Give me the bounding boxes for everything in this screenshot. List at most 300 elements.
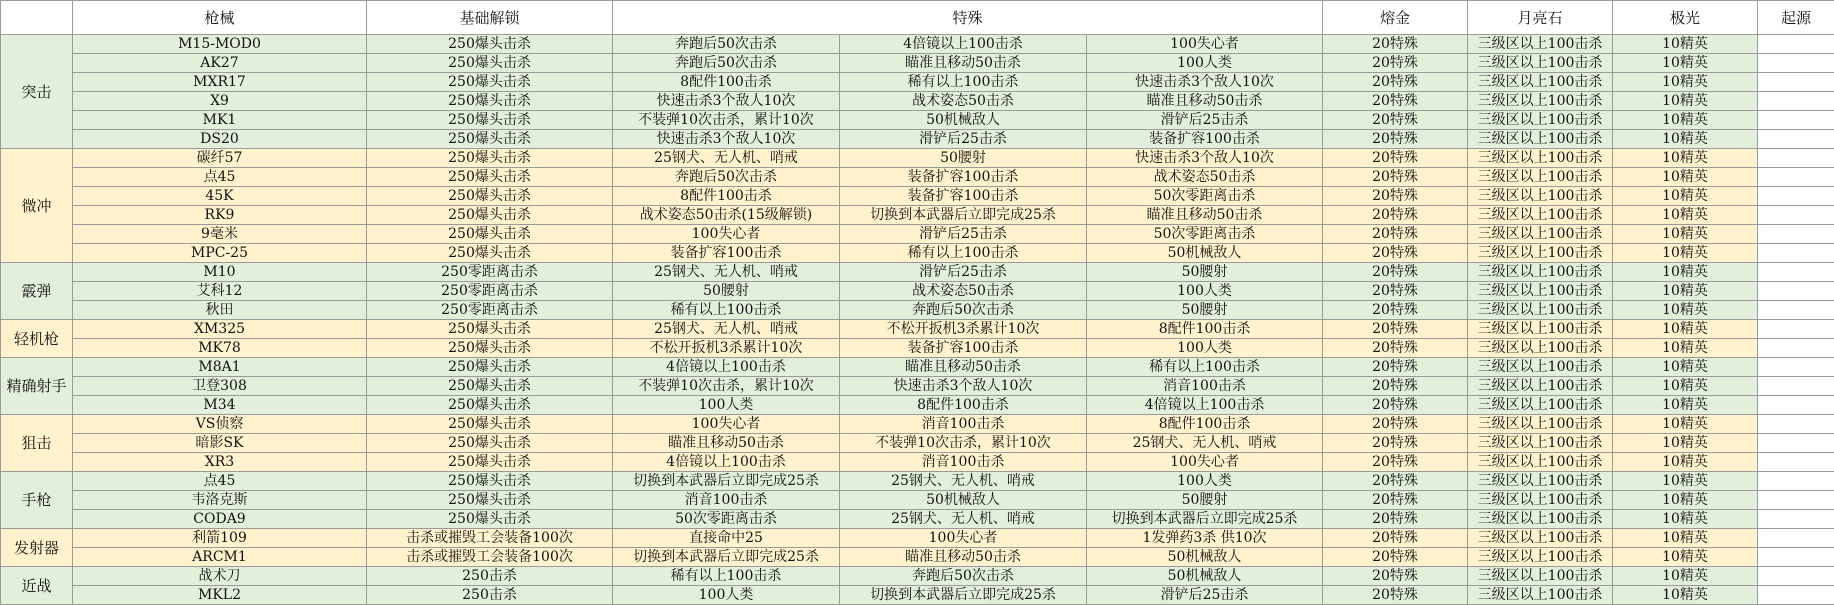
origin-cell[interactable]: [1758, 472, 1834, 491]
gold-cell[interactable]: 20特殊: [1323, 320, 1468, 339]
special-2-cell[interactable]: 滑铲后25击杀: [840, 130, 1087, 149]
weapon-name-cell[interactable]: RK9: [73, 206, 367, 225]
gold-cell[interactable]: 20特殊: [1323, 358, 1468, 377]
special-2-cell[interactable]: 50机械敌人: [840, 111, 1087, 130]
special-1-cell[interactable]: 直接命中25: [613, 529, 840, 548]
moonstone-cell[interactable]: 三级区以上100击杀: [1468, 510, 1613, 529]
origin-cell[interactable]: [1758, 54, 1834, 73]
aurora-cell[interactable]: 10精英: [1613, 168, 1758, 187]
weapon-name-cell[interactable]: M8A1: [73, 358, 367, 377]
gold-cell[interactable]: 20特殊: [1323, 244, 1468, 263]
special-1-cell[interactable]: 切换到本武器后立即完成25杀: [613, 548, 840, 567]
special-3-cell[interactable]: 4倍镜以上100击杀: [1087, 396, 1323, 415]
header-weapon[interactable]: 枪械: [73, 1, 367, 35]
special-2-cell[interactable]: 装备扩容100击杀: [840, 339, 1087, 358]
table-row: [1, 244, 1834, 263]
gold-cell[interactable]: 20特殊: [1323, 567, 1468, 586]
special-2-cell[interactable]: 奔跑后50次击杀: [840, 567, 1087, 586]
moonstone-cell[interactable]: 三级区以上100击杀: [1468, 567, 1613, 586]
gold-cell[interactable]: 20特殊: [1323, 586, 1468, 605]
aurora-cell[interactable]: 10精英: [1613, 567, 1758, 586]
aurora-cell[interactable]: 10精英: [1613, 263, 1758, 282]
special-3-cell[interactable]: 1发弹药3杀 供10次: [1087, 529, 1323, 548]
aurora-cell[interactable]: 10精英: [1613, 358, 1758, 377]
origin-cell[interactable]: [1758, 567, 1834, 586]
header-origin[interactable]: 起源: [1758, 1, 1834, 35]
weapon-name-cell[interactable]: ARCM1: [73, 548, 367, 567]
special-2-cell[interactable]: 切换到本武器后立即完成25杀: [840, 586, 1087, 605]
weapon-name-cell[interactable]: MKL2: [73, 586, 367, 605]
moonstone-cell[interactable]: 三级区以上100击杀: [1468, 548, 1613, 567]
special-1-cell[interactable]: 4倍镜以上100击杀: [613, 453, 840, 472]
special-2-cell[interactable]: 消音100击杀: [840, 453, 1087, 472]
weapon-name-cell[interactable]: XM325: [73, 320, 367, 339]
weapon-name-cell[interactable]: 碳纤57: [73, 149, 367, 168]
aurora-cell[interactable]: 10精英: [1613, 586, 1758, 605]
special-1-cell[interactable]: 50腰射: [613, 282, 840, 301]
gold-cell[interactable]: 20特殊: [1323, 510, 1468, 529]
special-1-cell[interactable]: 奔跑后50次击杀: [613, 35, 840, 54]
weapon-name-cell[interactable]: 艾科12: [73, 282, 367, 301]
base-unlock-cell[interactable]: 250爆头击杀: [367, 320, 613, 339]
category-cell[interactable]: 近战: [1, 567, 73, 605]
base-unlock-cell[interactable]: 250爆头击杀: [367, 111, 613, 130]
weapon-name-cell[interactable]: MXR17: [73, 73, 367, 92]
gold-cell[interactable]: 20特殊: [1323, 35, 1468, 54]
special-1-cell[interactable]: 装备扩容100击杀: [613, 244, 840, 263]
base-unlock-cell[interactable]: 250爆头击杀: [367, 92, 613, 111]
weapon-name-cell[interactable]: 卫登308: [73, 377, 367, 396]
table-body: [1, 35, 1834, 605]
special-1-cell[interactable]: 不装弹10次击杀，累计10次: [613, 111, 840, 130]
moonstone-cell[interactable]: 三级区以上100击杀: [1468, 434, 1613, 453]
special-2-cell[interactable]: 不松开扳机3杀累计10次: [840, 320, 1087, 339]
special-2-cell[interactable]: 4倍镜以上100击杀: [840, 35, 1087, 54]
special-1-cell[interactable]: 100失心者: [613, 225, 840, 244]
moonstone-cell[interactable]: 三级区以上100击杀: [1468, 206, 1613, 225]
special-3-cell[interactable]: 切换到本武器后立即完成25杀: [1087, 510, 1323, 529]
base-unlock-cell[interactable]: 250爆头击杀: [367, 453, 613, 472]
gold-cell[interactable]: 20特殊: [1323, 301, 1468, 320]
table-row: [1, 453, 1834, 472]
special-1-cell[interactable]: 奔跑后50次击杀: [613, 168, 840, 187]
special-1-cell[interactable]: 8配件100击杀: [613, 187, 840, 206]
gold-cell[interactable]: 20特殊: [1323, 130, 1468, 149]
base-unlock-cell[interactable]: 250爆头击杀: [367, 415, 613, 434]
special-2-cell[interactable]: 稀有以上100击杀: [840, 244, 1087, 263]
base-unlock-cell[interactable]: 250爆头击杀: [367, 377, 613, 396]
special-1-cell[interactable]: 瞄准且移动50击杀: [613, 434, 840, 453]
weapon-name-cell[interactable]: 利箭109: [73, 529, 367, 548]
moonstone-cell[interactable]: 三级区以上100击杀: [1468, 472, 1613, 491]
table-row: [1, 396, 1834, 415]
special-1-cell[interactable]: 稀有以上100击杀: [613, 567, 840, 586]
weapon-name-cell[interactable]: X9: [73, 92, 367, 111]
weapon-name-cell[interactable]: M15-MOD0: [73, 35, 367, 54]
base-unlock-cell[interactable]: 250爆头击杀: [367, 396, 613, 415]
origin-cell[interactable]: [1758, 529, 1834, 548]
special-1-cell[interactable]: 100人类: [613, 396, 840, 415]
special-1-cell[interactable]: 战术姿态50击杀(15级解锁): [613, 206, 840, 225]
special-2-cell[interactable]: 奔跑后50次击杀: [840, 301, 1087, 320]
weapon-name-cell[interactable]: VS侦察: [73, 415, 367, 434]
moonstone-cell[interactable]: 三级区以上100击杀: [1468, 358, 1613, 377]
gold-cell[interactable]: 20特殊: [1323, 111, 1468, 130]
aurora-cell[interactable]: 10精英: [1613, 130, 1758, 149]
special-3-cell[interactable]: 50次零距离击杀: [1087, 187, 1323, 206]
special-2-cell[interactable]: 消音100击杀: [840, 415, 1087, 434]
origin-cell[interactable]: [1758, 453, 1834, 472]
special-1-cell[interactable]: 消音100击杀: [613, 491, 840, 510]
moonstone-cell[interactable]: 三级区以上100击杀: [1468, 491, 1613, 510]
aurora-cell[interactable]: 10精英: [1613, 35, 1758, 54]
special-1-cell[interactable]: 不装弹10次击杀，累计10次: [613, 377, 840, 396]
weapon-name-cell[interactable]: 韦洛克斯: [73, 491, 367, 510]
origin-cell[interactable]: [1758, 377, 1834, 396]
category-cell[interactable]: 微冲: [1, 149, 73, 263]
origin-cell[interactable]: [1758, 168, 1834, 187]
special-3-cell[interactable]: 50腰射: [1087, 263, 1323, 282]
moonstone-cell[interactable]: 三级区以上100击杀: [1468, 35, 1613, 54]
origin-cell[interactable]: [1758, 396, 1834, 415]
gold-cell[interactable]: 20特殊: [1323, 187, 1468, 206]
special-2-cell[interactable]: 瞄准且移动50击杀: [840, 54, 1087, 73]
aurora-cell[interactable]: 10精英: [1613, 472, 1758, 491]
base-unlock-cell[interactable]: 250爆头击杀: [367, 54, 613, 73]
special-3-cell[interactable]: 50腰射: [1087, 301, 1323, 320]
header-aurora[interactable]: 极光: [1613, 1, 1758, 35]
moonstone-cell[interactable]: 三级区以上100击杀: [1468, 130, 1613, 149]
table-row: [1, 168, 1834, 187]
special-1-cell[interactable]: 快速击杀3个敌人10次: [613, 130, 840, 149]
origin-cell[interactable]: [1758, 434, 1834, 453]
origin-cell[interactable]: [1758, 301, 1834, 320]
category-cell[interactable]: 轻机枪: [1, 320, 73, 358]
origin-cell[interactable]: [1758, 548, 1834, 567]
header-base-unlock[interactable]: 基础解锁: [367, 1, 613, 35]
base-unlock-cell[interactable]: 250爆头击杀: [367, 225, 613, 244]
gold-cell[interactable]: 20特殊: [1323, 548, 1468, 567]
special-3-cell[interactable]: 50腰射: [1087, 491, 1323, 510]
special-1-cell[interactable]: 切换到本武器后立即完成25杀: [613, 472, 840, 491]
special-3-cell[interactable]: 100人类: [1087, 282, 1323, 301]
weapon-name-cell[interactable]: 点45: [73, 472, 367, 491]
special-3-cell[interactable]: 25钢犬、无人机、哨戒: [1087, 434, 1323, 453]
base-unlock-cell[interactable]: 250爆头击杀: [367, 187, 613, 206]
header-special[interactable]: 特殊: [613, 1, 1323, 35]
aurora-cell[interactable]: 10精英: [1613, 187, 1758, 206]
special-2-cell[interactable]: 稀有以上100击杀: [840, 73, 1087, 92]
special-2-cell[interactable]: 100失心者: [840, 529, 1087, 548]
special-2-cell[interactable]: 战术姿态50击杀: [840, 282, 1087, 301]
special-3-cell[interactable]: 50机械敌人: [1087, 548, 1323, 567]
moonstone-cell[interactable]: 三级区以上100击杀: [1468, 282, 1613, 301]
base-unlock-cell[interactable]: 击杀或摧毁工会装备100次: [367, 548, 613, 567]
weapon-name-cell[interactable]: 点45: [73, 168, 367, 187]
origin-cell[interactable]: [1758, 73, 1834, 92]
moonstone-cell[interactable]: 三级区以上100击杀: [1468, 529, 1613, 548]
table-row: [1, 339, 1834, 358]
aurora-cell[interactable]: 10精英: [1613, 92, 1758, 111]
origin-cell[interactable]: [1758, 206, 1834, 225]
gold-cell[interactable]: 20特殊: [1323, 339, 1468, 358]
special-1-cell[interactable]: 8配件100击杀: [613, 73, 840, 92]
base-unlock-cell[interactable]: 250爆头击杀: [367, 73, 613, 92]
base-unlock-cell[interactable]: 250爆头击杀: [367, 168, 613, 187]
moonstone-cell[interactable]: 三级区以上100击杀: [1468, 396, 1613, 415]
special-3-cell[interactable]: 100人类: [1087, 54, 1323, 73]
special-3-cell[interactable]: 滑铲后25击杀: [1087, 586, 1323, 605]
special-2-cell[interactable]: 8配件100击杀: [840, 396, 1087, 415]
origin-cell[interactable]: [1758, 358, 1834, 377]
gold-cell[interactable]: 20特殊: [1323, 472, 1468, 491]
weapon-name-cell[interactable]: CODA9: [73, 510, 367, 529]
table-row: [1, 377, 1834, 396]
aurora-cell[interactable]: 10精英: [1613, 320, 1758, 339]
base-unlock-cell[interactable]: 250爆头击杀: [367, 244, 613, 263]
special-2-cell[interactable]: 瞄准且移动50击杀: [840, 548, 1087, 567]
gold-cell[interactable]: 20特殊: [1323, 73, 1468, 92]
base-unlock-cell[interactable]: 250爆头击杀: [367, 339, 613, 358]
base-unlock-cell[interactable]: 250零距离击杀: [367, 282, 613, 301]
origin-cell[interactable]: [1758, 187, 1834, 206]
special-2-cell[interactable]: 瞄准且移动50击杀: [840, 358, 1087, 377]
base-unlock-cell[interactable]: 250爆头击杀: [367, 206, 613, 225]
special-3-cell[interactable]: 快速击杀3个敌人10次: [1087, 73, 1323, 92]
special-1-cell[interactable]: 稀有以上100击杀: [613, 301, 840, 320]
origin-cell[interactable]: [1758, 491, 1834, 510]
aurora-cell[interactable]: 10精英: [1613, 73, 1758, 92]
aurora-cell[interactable]: 10精英: [1613, 453, 1758, 472]
category-cell[interactable]: 手枪: [1, 472, 73, 529]
category-cell[interactable]: 精确射手: [1, 358, 73, 415]
special-1-cell[interactable]: 25钢犬、无人机、哨戒: [613, 320, 840, 339]
weapon-name-cell[interactable]: 9毫米: [73, 225, 367, 244]
gold-cell[interactable]: 20特殊: [1323, 434, 1468, 453]
moonstone-cell[interactable]: 三级区以上100击杀: [1468, 149, 1613, 168]
moonstone-cell[interactable]: 三级区以上100击杀: [1468, 586, 1613, 605]
special-1-cell[interactable]: 100失心者: [613, 415, 840, 434]
base-unlock-cell[interactable]: 250零距离击杀: [367, 301, 613, 320]
base-unlock-cell[interactable]: 250击杀: [367, 586, 613, 605]
weapon-name-cell[interactable]: 45K: [73, 187, 367, 206]
origin-cell[interactable]: [1758, 339, 1834, 358]
special-2-cell[interactable]: 25钢犬、无人机、哨戒: [840, 510, 1087, 529]
gold-cell[interactable]: 20特殊: [1323, 453, 1468, 472]
aurora-cell[interactable]: 10精英: [1613, 529, 1758, 548]
weapon-name-cell[interactable]: MK78: [73, 339, 367, 358]
weapon-name-cell[interactable]: 秋田: [73, 301, 367, 320]
base-unlock-cell[interactable]: 250爆头击杀: [367, 149, 613, 168]
special-3-cell[interactable]: 滑铲后25击杀: [1087, 111, 1323, 130]
special-3-cell[interactable]: 瞄准且移动50击杀: [1087, 92, 1323, 111]
special-1-cell[interactable]: 25钢犬、无人机、哨戒: [613, 263, 840, 282]
weapon-name-cell[interactable]: M34: [73, 396, 367, 415]
aurora-cell[interactable]: 10精英: [1613, 510, 1758, 529]
category-cell[interactable]: 突击: [1, 35, 73, 149]
gold-cell[interactable]: 20特殊: [1323, 415, 1468, 434]
special-2-cell[interactable]: 50腰射: [840, 149, 1087, 168]
gold-cell[interactable]: 20特殊: [1323, 225, 1468, 244]
moonstone-cell[interactable]: 三级区以上100击杀: [1468, 377, 1613, 396]
special-3-cell[interactable]: 消音100击杀: [1087, 377, 1323, 396]
aurora-cell[interactable]: 10精英: [1613, 415, 1758, 434]
origin-cell[interactable]: [1758, 149, 1834, 168]
special-2-cell[interactable]: 滑铲后25击杀: [840, 263, 1087, 282]
aurora-cell[interactable]: 10精英: [1613, 301, 1758, 320]
table-row: [1, 548, 1834, 567]
aurora-cell[interactable]: 10精英: [1613, 491, 1758, 510]
special-2-cell[interactable]: 切换到本武器后立即完成25杀: [840, 206, 1087, 225]
weapon-name-cell[interactable]: AK27: [73, 54, 367, 73]
moonstone-cell[interactable]: 三级区以上100击杀: [1468, 320, 1613, 339]
weapon-name-cell[interactable]: 暗影SK: [73, 434, 367, 453]
gold-cell[interactable]: 20特殊: [1323, 491, 1468, 510]
special-2-cell[interactable]: 装备扩容100击杀: [840, 168, 1087, 187]
weapon-name-cell[interactable]: MK1: [73, 111, 367, 130]
special-3-cell[interactable]: 快速击杀3个敌人10次: [1087, 149, 1323, 168]
base-unlock-cell[interactable]: 250爆头击杀: [367, 491, 613, 510]
base-unlock-cell[interactable]: 250击杀: [367, 567, 613, 586]
special-3-cell[interactable]: 100人类: [1087, 472, 1323, 491]
special-2-cell[interactable]: 滑铲后25击杀: [840, 225, 1087, 244]
moonstone-cell[interactable]: 三级区以上100击杀: [1468, 225, 1613, 244]
weapon-name-cell[interactable]: XR3: [73, 453, 367, 472]
special-3-cell[interactable]: 100失心者: [1087, 35, 1323, 54]
aurora-cell[interactable]: 10精英: [1613, 54, 1758, 73]
moonstone-cell[interactable]: 三级区以上100击杀: [1468, 54, 1613, 73]
origin-cell[interactable]: [1758, 244, 1834, 263]
table-row: [1, 35, 1834, 54]
base-unlock-cell[interactable]: 250零距离击杀: [367, 263, 613, 282]
table-row: [1, 415, 1834, 434]
aurora-cell[interactable]: 10精英: [1613, 377, 1758, 396]
special-3-cell[interactable]: 战术姿态50击杀: [1087, 168, 1323, 187]
special-1-cell[interactable]: 25钢犬、无人机、哨戒: [613, 149, 840, 168]
moonstone-cell[interactable]: 三级区以上100击杀: [1468, 73, 1613, 92]
aurora-cell[interactable]: 10精英: [1613, 339, 1758, 358]
aurora-cell[interactable]: 10精英: [1613, 434, 1758, 453]
origin-cell[interactable]: [1758, 586, 1834, 605]
moonstone-cell[interactable]: 三级区以上100击杀: [1468, 339, 1613, 358]
special-2-cell[interactable]: 50机械敌人: [840, 491, 1087, 510]
gold-cell[interactable]: 20特殊: [1323, 92, 1468, 111]
special-3-cell[interactable]: 50次零距离击杀: [1087, 225, 1323, 244]
header-category[interactable]: [1, 1, 73, 35]
gold-cell[interactable]: 20特殊: [1323, 54, 1468, 73]
origin-cell[interactable]: [1758, 320, 1834, 339]
gold-cell[interactable]: 20特殊: [1323, 149, 1468, 168]
special-3-cell[interactable]: 100失心者: [1087, 453, 1323, 472]
origin-cell[interactable]: [1758, 225, 1834, 244]
aurora-cell[interactable]: 10精英: [1613, 548, 1758, 567]
header-gold[interactable]: 熔金: [1323, 1, 1468, 35]
moonstone-cell[interactable]: 三级区以上100击杀: [1468, 263, 1613, 282]
gold-cell[interactable]: 20特殊: [1323, 396, 1468, 415]
table-row: [1, 282, 1834, 301]
gold-cell[interactable]: 20特殊: [1323, 206, 1468, 225]
special-3-cell[interactable]: 装备扩容100击杀: [1087, 130, 1323, 149]
header-moonstone[interactable]: 月亮石: [1468, 1, 1613, 35]
special-1-cell[interactable]: 奔跑后50次击杀: [613, 54, 840, 73]
moonstone-cell[interactable]: 三级区以上100击杀: [1468, 415, 1613, 434]
table-row: [1, 149, 1834, 168]
weapon-name-cell[interactable]: DS20: [73, 130, 367, 149]
aurora-cell[interactable]: 10精英: [1613, 282, 1758, 301]
category-cell[interactable]: 发射器: [1, 529, 73, 567]
special-1-cell[interactable]: 4倍镜以上100击杀: [613, 358, 840, 377]
weapon-name-cell[interactable]: M10: [73, 263, 367, 282]
category-cell[interactable]: 霰弹: [1, 263, 73, 320]
special-3-cell[interactable]: 50机械敌人: [1087, 244, 1323, 263]
origin-cell[interactable]: [1758, 130, 1834, 149]
special-3-cell[interactable]: 100人类: [1087, 339, 1323, 358]
aurora-cell[interactable]: 10精英: [1613, 111, 1758, 130]
special-2-cell[interactable]: 快速击杀3个敌人10次: [840, 377, 1087, 396]
origin-cell[interactable]: [1758, 92, 1834, 111]
special-3-cell[interactable]: 50机械敌人: [1087, 567, 1323, 586]
origin-cell[interactable]: [1758, 282, 1834, 301]
special-1-cell[interactable]: 快速击杀3个敌人10次: [613, 92, 840, 111]
weapon-name-cell[interactable]: 战术刀: [73, 567, 367, 586]
special-2-cell[interactable]: 25钢犬、无人机、哨戒: [840, 472, 1087, 491]
moonstone-cell[interactable]: 三级区以上100击杀: [1468, 244, 1613, 263]
base-unlock-cell[interactable]: 250爆头击杀: [367, 35, 613, 54]
origin-cell[interactable]: [1758, 263, 1834, 282]
gold-cell[interactable]: 20特殊: [1323, 529, 1468, 548]
aurora-cell[interactable]: 10精英: [1613, 149, 1758, 168]
base-unlock-cell[interactable]: 250爆头击杀: [367, 358, 613, 377]
moonstone-cell[interactable]: 三级区以上100击杀: [1468, 92, 1613, 111]
special-3-cell[interactable]: 8配件100击杀: [1087, 320, 1323, 339]
moonstone-cell[interactable]: 三级区以上100击杀: [1468, 187, 1613, 206]
base-unlock-cell[interactable]: 250爆头击杀: [367, 472, 613, 491]
aurora-cell[interactable]: 10精英: [1613, 206, 1758, 225]
aurora-cell[interactable]: 10精英: [1613, 396, 1758, 415]
origin-cell[interactable]: [1758, 415, 1834, 434]
moonstone-cell[interactable]: 三级区以上100击杀: [1468, 168, 1613, 187]
base-unlock-cell[interactable]: 250爆头击杀: [367, 434, 613, 453]
category-cell[interactable]: 狙击: [1, 415, 73, 472]
moonstone-cell[interactable]: 三级区以上100击杀: [1468, 111, 1613, 130]
base-unlock-cell[interactable]: 250爆头击杀: [367, 510, 613, 529]
gold-cell[interactable]: 20特殊: [1323, 282, 1468, 301]
special-1-cell[interactable]: 100人类: [613, 586, 840, 605]
special-3-cell[interactable]: 瞄准且移动50击杀: [1087, 206, 1323, 225]
special-1-cell[interactable]: 50次零距离击杀: [613, 510, 840, 529]
moonstone-cell[interactable]: 三级区以上100击杀: [1468, 301, 1613, 320]
base-unlock-cell[interactable]: 250爆头击杀: [367, 130, 613, 149]
gold-cell[interactable]: 20特殊: [1323, 377, 1468, 396]
special-2-cell[interactable]: 战术姿态50击杀: [840, 92, 1087, 111]
special-2-cell[interactable]: 不装弹10次击杀，累计10次: [840, 434, 1087, 453]
origin-cell[interactable]: [1758, 35, 1834, 54]
gold-cell[interactable]: 20特殊: [1323, 263, 1468, 282]
special-1-cell[interactable]: 不松开扳机3杀累计10次: [613, 339, 840, 358]
weapon-name-cell[interactable]: MPC-25: [73, 244, 367, 263]
origin-cell[interactable]: [1758, 111, 1834, 130]
aurora-cell[interactable]: 10精英: [1613, 225, 1758, 244]
origin-cell[interactable]: [1758, 510, 1834, 529]
special-3-cell[interactable]: 8配件100击杀: [1087, 415, 1323, 434]
special-2-cell[interactable]: 装备扩容100击杀: [840, 187, 1087, 206]
moonstone-cell[interactable]: 三级区以上100击杀: [1468, 453, 1613, 472]
base-unlock-cell[interactable]: 击杀或摧毁工会装备100次: [367, 529, 613, 548]
table-row: [1, 73, 1834, 92]
special-3-cell[interactable]: 稀有以上100击杀: [1087, 358, 1323, 377]
aurora-cell[interactable]: 10精英: [1613, 244, 1758, 263]
gold-cell[interactable]: 20特殊: [1323, 168, 1468, 187]
